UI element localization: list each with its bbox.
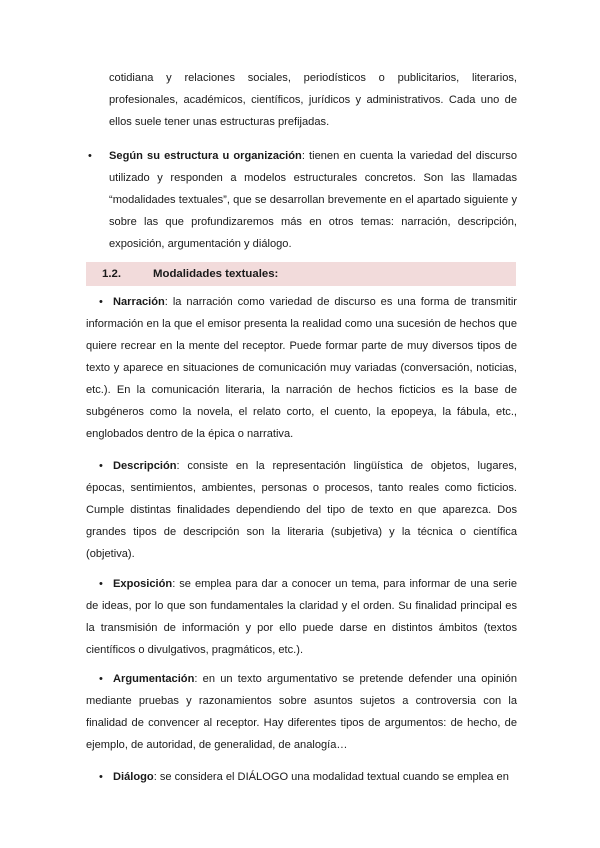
structure-list-item <box>88 145 517 255</box>
dialogo-term: Diálogo <box>113 771 154 783</box>
narracion-term: Narración <box>113 296 165 308</box>
descripcion-paragraph <box>86 455 517 565</box>
argumentacion-text: : en un texto argumentativo se pretende defender una opinión mediante pruebas y razonamientos sobre asuntos sujetos a controversia con la finalidad de convencer al receptor. Hay diferentes tipos de argumentos: de hecho, de ejemplo, de autoridad, de generalidad, de analogía… <box>86 673 517 751</box>
structure-term: Según su estructura u organización <box>109 150 302 162</box>
bullet-icon: • <box>99 460 103 472</box>
narracion-text: : la narración como variedad de discurso es una forma de transmitir información en la que el emisor presenta la realidad como una sucesión de hechos que quiere recrear en la mente del receptor. Puede formar parte de muy diversos tipos de texto y aparece en situaciones de comunicación muy variadas (conversación, noticias, etc.). En la comunicación literaria, la narración de hechos ficticios es la base de subgéneros como la novela, el relato corto, el cuento, la epopeya, la fábula, etc., englobados dentro de la épica o narrativa. <box>86 296 517 440</box>
structure-text: : tienen en cuenta la variedad del discurso utilizado y responden a modelos estructurales concretos. Son las llamadas “modalidades textuales”, que se desarrollan brevemente en el apartado siguiente y sobre las que profundizaremos más en otros temas: narración, descripción, exposición, argumentación y diálogo. <box>109 150 517 250</box>
bullet-icon: • <box>99 578 103 590</box>
structure-paragraph <box>109 145 517 255</box>
bullet-icon: • <box>99 673 103 685</box>
dialogo-text: : se considera el DIÁLOGO una modalidad textual cuando se emplea en <box>153 771 509 783</box>
section-number: 1.2. <box>102 268 121 280</box>
argumentacion-term: Argumentación <box>113 673 195 685</box>
bullet-icon: • <box>99 296 103 308</box>
dialogo-paragraph <box>86 766 517 788</box>
section-title: Modalidades textuales: <box>153 268 279 280</box>
exposicion-text: : se emplea para dar a conocer un tema, para informar de una serie de ideas, por lo que son fundamentales la claridad y el orden. Su finalidad principal es la transmisión de información y por ello puede darse en distintos ámbitos (textos científicos o divulgativos, pragmáticos, etc.). <box>86 578 517 656</box>
exposicion-paragraph <box>86 573 517 661</box>
bullet-icon: • <box>99 771 103 783</box>
exposicion-term: Exposición <box>113 578 173 590</box>
argumentacion-paragraph <box>86 668 517 756</box>
descripcion-term: Descripción <box>113 460 177 472</box>
bullet-icon: • <box>88 150 92 162</box>
narracion-paragraph <box>86 291 517 445</box>
section-heading <box>86 262 516 286</box>
continuation-paragraph: cotidiana y relaciones sociales, periodísticos o publicitarios, literarios, profesionales, académicos, científicos, jurídicos y administrativos. Cada uno de ellos suele tener unas estructuras prefijadas. <box>109 72 517 128</box>
descripcion-text: : consiste en la representación lingüística de objetos, lugares, épocas, sentimientos, ambientes, personas o procesos, tanto reales como ficticios. Cumple distintas finalidades dependiendo del tipo de texto en que aparezca. Dos grandes tipos de descripción son la literaria (subjetiva) y la técnica o científica (objetiva). <box>86 460 517 560</box>
